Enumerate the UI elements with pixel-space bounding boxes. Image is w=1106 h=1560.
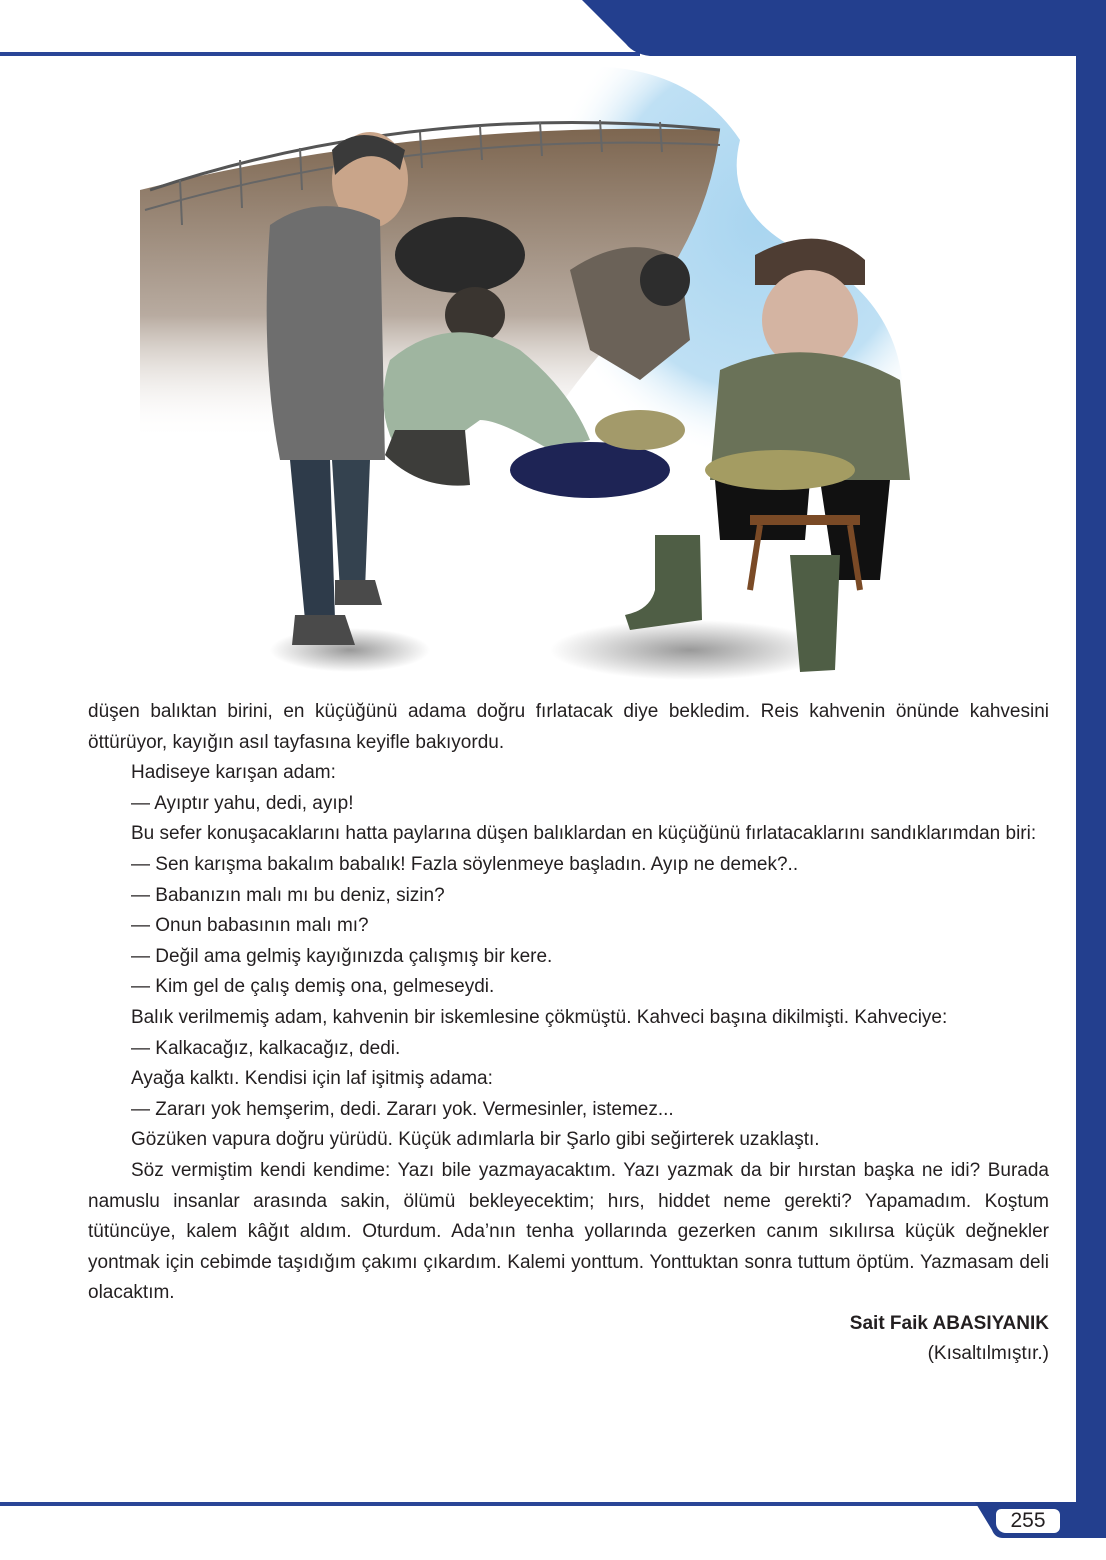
dialogue-line: — Onun babasının malı mı? <box>131 915 369 937</box>
dialogue-line: — Kim gel de çalış demiş ona, gelmeseydi. <box>131 976 495 998</box>
paragraph: düşen balıktan birini, en küçüğünü adama doğru fırlatacak diye bekledim. Reis kahvenin önünde kahvesini öttürüyor, kayığın asıl tayfasına keyifle bakıyordu. <box>88 701 1049 753</box>
dialogue-line: — Ayıptır yahu, dedi, ayıp! <box>131 792 354 814</box>
dialogue-line: — Kalkacağız, kalkacağız, dedi. <box>131 1037 401 1059</box>
bottom-rule <box>0 1502 1080 1506</box>
right-side-bar <box>1076 40 1106 1526</box>
illustration-image <box>120 60 1070 690</box>
paragraph: Balık verilmemiş adam, kahvenin bir iskemlesine çökmüştü. Kahveci başına dikilmişti. Kahveciye: <box>131 1006 948 1028</box>
top-rule <box>0 52 640 56</box>
paragraph: Hadiseye karışan adam: <box>131 762 336 784</box>
story-text <box>88 697 1049 1370</box>
page-number: 255 <box>996 1509 1060 1533</box>
author-name: Sait Faik ABASIYANIK <box>849 1312 1049 1334</box>
dialogue-line: — Babanızın malı mı bu deniz, sizin? <box>131 884 445 906</box>
paragraph: Gözüken vapura doğru yürüdü. Küçük adımlarla bir Şarlo gibi seğirterek uzaklaştı. <box>131 1129 820 1151</box>
paragraph: Bu sefer konuşacaklarını hatta paylarına düşen balıklardan en küçüğünü fırlatacaklarını sandıklarımdan biri: <box>131 823 1037 845</box>
paragraph: Ayağa kalktı. Kendisi için laf işitmiş adama: <box>131 1068 493 1090</box>
top-banner <box>582 0 1106 56</box>
abridged-note: (Kısaltılmıştır.) <box>927 1343 1049 1365</box>
dialogue-line: — Değil ama gelmiş kayığınızda çalışmış bir kere. <box>131 945 553 967</box>
paragraph: Söz vermiştim kendi kendime: Yazı bile yazmayacaktım. Yazı yazmak da bir hırstan başka ne idi? Burada namuslu insanlar arasında sakin, ölümü bekleyecektim; hırs, hiddet neme gerekti? Yapamadım. Koştum tütüncüye, kalem kâğıt aldım. Oturdum. Ada’nın tenha yollarında gezerken canım sıkılırsa küçük değnekler yontmak için cebimde taşıdığım çakımı çıkardım. Kalemi yonttum. Yonttuktan sonra tuttum öptüm. Yazmasam deli olacaktım. <box>88 1159 1049 1304</box>
dialogue-line: — Zararı yok hemşerim, dedi. Zararı yok. Vermesinler, istemez... <box>131 1098 674 1120</box>
dialogue-line: — Sen karışma bakalım babalık! Fazla söylenmeye başladın. Ayıp ne demek?.. <box>131 853 799 875</box>
